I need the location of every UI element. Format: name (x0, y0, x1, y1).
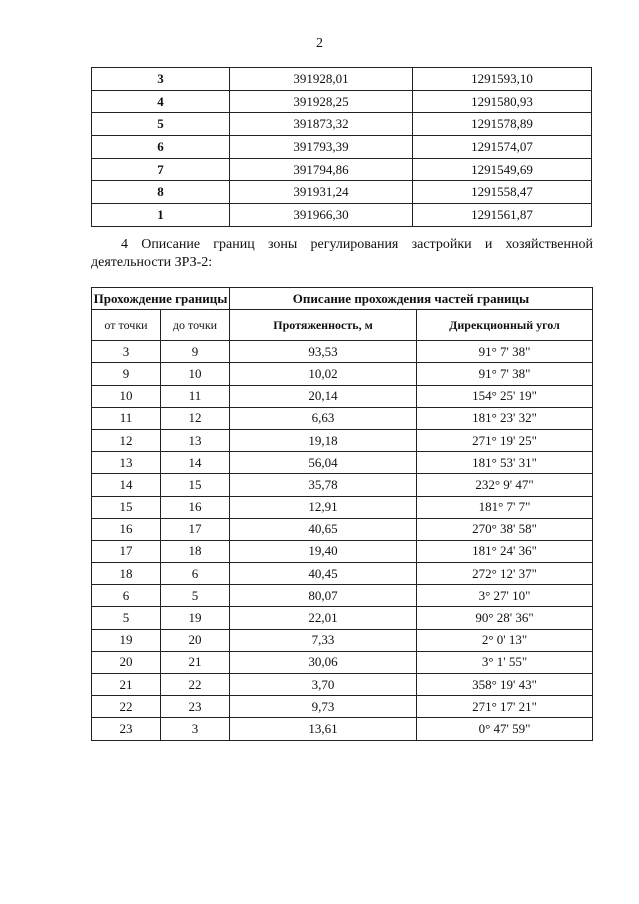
to-point-cell: 22 (161, 674, 230, 696)
angle-cell: 3° 27' 10" (417, 585, 593, 607)
x-coordinate-cell: 391873,32 (230, 113, 413, 136)
table-row (92, 113, 592, 136)
table-row (92, 204, 592, 227)
from-point-cell: 5 (92, 607, 161, 629)
caption-line-2: деятельности ЗРЗ-2: (91, 255, 213, 270)
to-point-cell: 16 (161, 496, 230, 518)
angle-cell: 232° 9' 47" (417, 474, 593, 496)
boundary-table-header (92, 288, 593, 341)
angle-cell: 91° 7' 38" (417, 341, 593, 363)
y-coordinate-cell: 1291561,87 (413, 204, 592, 227)
x-coordinate-cell: 391966,30 (230, 204, 413, 227)
header-description: Описание прохождения частей границы (230, 288, 593, 310)
from-point-cell: 13 (92, 452, 161, 474)
table-row (92, 651, 593, 673)
to-point-cell: 23 (161, 696, 230, 718)
y-coordinate-cell: 1291574,07 (413, 136, 592, 159)
angle-cell: 270° 38' 58" (417, 518, 593, 540)
x-coordinate-cell: 391793,39 (230, 136, 413, 159)
y-coordinate-cell: 1291578,89 (413, 113, 592, 136)
table-row (92, 674, 593, 696)
table-row (92, 136, 592, 159)
y-coordinate-cell: 1291549,69 (413, 158, 592, 181)
angle-cell: 358° 19' 43" (417, 674, 593, 696)
table-row (92, 341, 593, 363)
angle-cell: 271° 17' 21" (417, 696, 593, 718)
from-point-cell: 11 (92, 407, 161, 429)
from-point-cell: 22 (92, 696, 161, 718)
from-point-cell: 9 (92, 363, 161, 385)
coordinates-table (91, 67, 592, 227)
x-coordinate-cell: 391928,01 (230, 68, 413, 91)
angle-cell: 154° 25' 19" (417, 385, 593, 407)
length-cell: 3,70 (230, 674, 417, 696)
table-row (92, 629, 593, 651)
length-cell: 40,45 (230, 563, 417, 585)
from-point-cell: 14 (92, 474, 161, 496)
from-point-cell: 17 (92, 540, 161, 562)
to-point-cell: 6 (161, 563, 230, 585)
length-cell: 80,07 (230, 585, 417, 607)
length-cell: 40,65 (230, 518, 417, 540)
to-point-cell: 17 (161, 518, 230, 540)
boundary-table (91, 287, 593, 741)
header-to: до точки (161, 310, 230, 341)
angle-cell: 181° 23' 32" (417, 407, 593, 429)
length-cell: 56,04 (230, 452, 417, 474)
angle-cell: 91° 7' 38" (417, 363, 593, 385)
table-row (92, 90, 592, 113)
table-row (92, 518, 593, 540)
length-cell: 9,73 (230, 696, 417, 718)
header-angle: Дирекционный угол (417, 310, 593, 341)
length-cell: 19,18 (230, 429, 417, 451)
point-cell: 1 (92, 204, 230, 227)
to-point-cell: 14 (161, 452, 230, 474)
table-row (92, 363, 593, 385)
angle-cell: 181° 24' 36" (417, 540, 593, 562)
length-cell: 19,40 (230, 540, 417, 562)
to-point-cell: 15 (161, 474, 230, 496)
to-point-cell: 9 (161, 341, 230, 363)
length-cell: 13,61 (230, 718, 417, 740)
header-from: от точки (92, 310, 161, 341)
to-point-cell: 13 (161, 429, 230, 451)
to-point-cell: 3 (161, 718, 230, 740)
from-point-cell: 10 (92, 385, 161, 407)
from-point-cell: 12 (92, 429, 161, 451)
table-row (92, 585, 593, 607)
to-point-cell: 10 (161, 363, 230, 385)
angle-cell: 2° 0' 13" (417, 629, 593, 651)
point-cell: 6 (92, 136, 230, 159)
angle-cell: 181° 7' 7" (417, 496, 593, 518)
to-point-cell: 19 (161, 607, 230, 629)
table-row (92, 696, 593, 718)
point-cell: 4 (92, 90, 230, 113)
from-point-cell: 23 (92, 718, 161, 740)
length-cell: 20,14 (230, 385, 417, 407)
header-passage: Прохождение границы (92, 288, 230, 310)
table-row (92, 158, 592, 181)
length-cell: 30,06 (230, 651, 417, 673)
table-row (92, 496, 593, 518)
coordinates-table-body (92, 68, 592, 227)
table-row (92, 540, 593, 562)
table-row (92, 563, 593, 585)
angle-cell: 181° 53' 31" (417, 452, 593, 474)
to-point-cell: 5 (161, 585, 230, 607)
table-row (92, 385, 593, 407)
section-caption (91, 236, 593, 272)
boundary-table-body (92, 341, 593, 740)
x-coordinate-cell: 391794,86 (230, 158, 413, 181)
length-cell: 22,01 (230, 607, 417, 629)
table-row (92, 718, 593, 740)
caption-line-1: 4 Описание границ зоны регулирования застройки и хозяйственной (121, 237, 593, 252)
angle-cell: 271° 19' 25" (417, 429, 593, 451)
length-cell: 35,78 (230, 474, 417, 496)
table-row (92, 607, 593, 629)
length-cell: 7,33 (230, 629, 417, 651)
length-cell: 12,91 (230, 496, 417, 518)
to-point-cell: 21 (161, 651, 230, 673)
table-row (92, 407, 593, 429)
length-cell: 6,63 (230, 407, 417, 429)
from-point-cell: 19 (92, 629, 161, 651)
to-point-cell: 20 (161, 629, 230, 651)
y-coordinate-cell: 1291593,10 (413, 68, 592, 91)
to-point-cell: 12 (161, 407, 230, 429)
from-point-cell: 16 (92, 518, 161, 540)
from-point-cell: 21 (92, 674, 161, 696)
angle-cell: 272° 12' 37" (417, 563, 593, 585)
header-length: Протяженность, м (230, 310, 417, 341)
point-cell: 8 (92, 181, 230, 204)
point-cell: 5 (92, 113, 230, 136)
length-cell: 93,53 (230, 341, 417, 363)
from-point-cell: 20 (92, 651, 161, 673)
from-point-cell: 3 (92, 341, 161, 363)
y-coordinate-cell: 1291580,93 (413, 90, 592, 113)
table-row (92, 474, 593, 496)
page-number: 2 (316, 36, 323, 51)
table-row (92, 452, 593, 474)
from-point-cell: 6 (92, 585, 161, 607)
to-point-cell: 18 (161, 540, 230, 562)
to-point-cell: 11 (161, 385, 230, 407)
from-point-cell: 15 (92, 496, 161, 518)
angle-cell: 3° 1' 55" (417, 651, 593, 673)
table-row (92, 429, 593, 451)
x-coordinate-cell: 391928,25 (230, 90, 413, 113)
from-point-cell: 18 (92, 563, 161, 585)
y-coordinate-cell: 1291558,47 (413, 181, 592, 204)
table-row (92, 181, 592, 204)
angle-cell: 90° 28' 36" (417, 607, 593, 629)
angle-cell: 0° 47' 59" (417, 718, 593, 740)
x-coordinate-cell: 391931,24 (230, 181, 413, 204)
length-cell: 10,02 (230, 363, 417, 385)
point-cell: 3 (92, 68, 230, 91)
point-cell: 7 (92, 158, 230, 181)
table-row (92, 68, 592, 91)
